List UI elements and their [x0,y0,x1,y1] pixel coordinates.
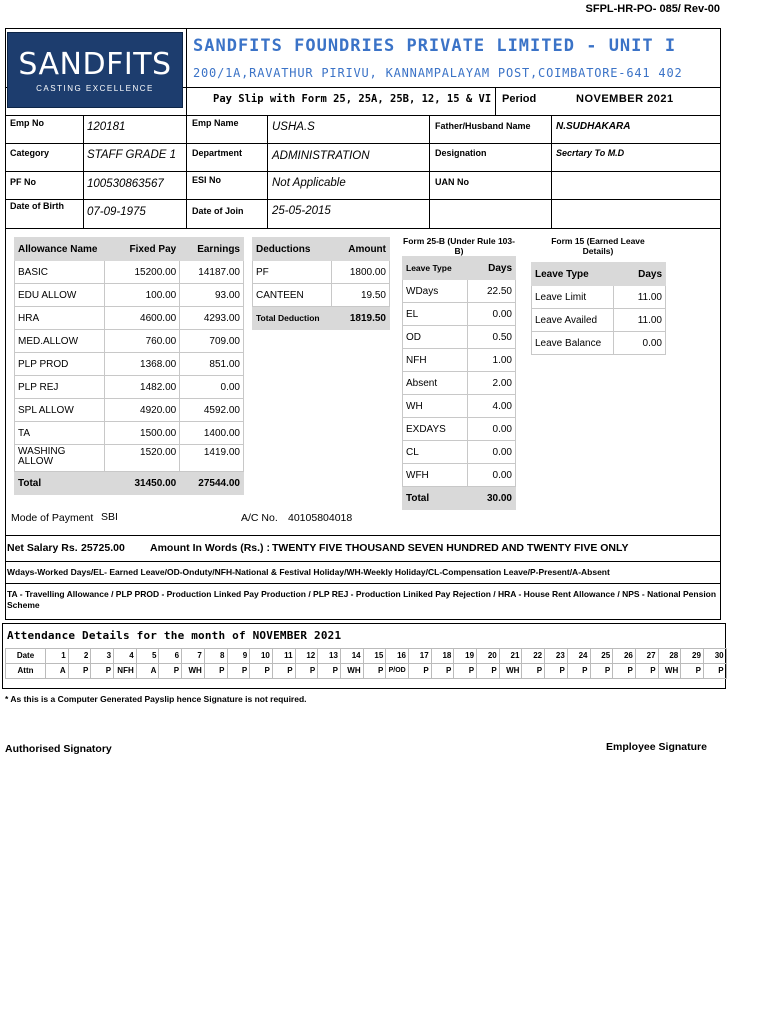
leave-legend: Wdays-Worked Days/EL- Earned Leave/OD-Onduty/NFH-National & Festival Holiday/WH-Weekly Holiday/CL-Compensation Leave/P-Present/A-Absent [7,567,610,577]
table-row [403,395,516,418]
pf-value: 100530863567 [87,178,164,190]
leave-days: 0.00 [468,303,516,326]
attendance-status-cell: P [590,664,613,679]
allowance-legend: TA - Travelling Allowance / PLP PROD - Production Linked Pay Production / PLP REJ - Production Liniked Pay Rejection / HRA - House Rent Allowance / NPS - National Pension Scheme [7,589,717,610]
leave-type: Leave Availed [532,309,614,332]
table-row [532,332,666,355]
attendance-date-row [6,649,727,664]
allowance-name: HRA [15,307,105,330]
table-row [403,326,516,349]
total-deduction-amount: 1819.50 [332,307,390,330]
fixed-pay: 760.00 [104,330,180,353]
designation-label: Designation [435,148,487,158]
attendance-status-row [6,664,727,679]
attendance-date-cell: 11 [272,649,295,664]
attendance-status-cell: WH [658,664,681,679]
account-no-label: A/C No. [241,512,278,524]
fixed-pay: 1482.00 [104,376,180,399]
leave-days: 11.00 [614,286,666,309]
attendance-status-cell: P [68,664,91,679]
period-label: Period [502,93,537,105]
attendance-status-cell: WH [182,664,205,679]
fixed-pay: 1500.00 [104,422,180,445]
deduction-name: CANTEEN [253,284,332,307]
allowance-name: TA [15,422,105,445]
table-row [15,284,244,307]
attendance-status-cell: P [159,664,182,679]
employee-signature: Employee Signature [606,741,707,753]
earnings: 1400.00 [180,422,244,445]
payment-mode-label: Mode of Payment [11,512,94,524]
deduction-amount: 19.50 [332,284,390,307]
leave-days: 0.00 [468,418,516,441]
attendance-date-cell: 13 [318,649,341,664]
logo-tagline: CASTING EXCELLENCE [36,84,154,93]
attendance-date-cell: 16 [386,649,409,664]
leave-days: 11.00 [614,309,666,332]
attendance-status-cell: NFH [114,664,137,679]
leave-type: CL [403,441,468,464]
deductions-table [252,237,390,330]
header-leave-type: Leave Type [532,263,614,286]
attendance-date-cell: 12 [295,649,318,664]
document-reference: SFPL-HR-PO- 085/ Rev-00 [585,3,720,15]
attendance-status-cell: P [703,664,726,679]
table-row [403,441,516,464]
header-leave-type: Leave Type [403,257,468,280]
leave-type: Absent [403,372,468,395]
attendance-date-cell: 10 [250,649,273,664]
allowance-name: EDU ALLOW [15,284,105,307]
table-row [403,349,516,372]
fixed-pay: 1368.00 [104,353,180,376]
allowance-name: WASHING ALLOW [15,445,105,472]
attendance-date-cell: 14 [340,649,363,664]
esi-label: ESI No [192,175,222,185]
earnings: 0.00 [180,376,244,399]
attendance-date-cell: 19 [454,649,477,664]
allowance-name: BASIC [15,261,105,284]
emp-name-label: Emp Name [192,118,239,128]
attendance-status-cell: P [545,664,568,679]
attendance-date-cell: 6 [159,649,182,664]
header-fixed-pay: Fixed Pay [104,238,180,261]
amount-in-words-label: Amount In Words (Rs.) : [150,542,270,554]
allowance-name: PLP PROD [15,353,105,376]
table-row [253,284,390,307]
attendance-date-cell: 20 [477,649,500,664]
attendance-status-cell: A [136,664,159,679]
leave-days: 0.50 [468,326,516,349]
authorised-signatory: Authorised Signatory [5,743,112,755]
attendance-status-cell: P [567,664,590,679]
table-row [15,422,244,445]
header-deductions: Deductions [253,238,332,261]
attendance-status-cell: P [204,664,227,679]
attn-label: Attn [6,664,46,679]
leave-days: 4.00 [468,395,516,418]
uan-label: UAN No [435,177,469,187]
attendance-date-cell: 2 [68,649,91,664]
form25b-table [402,256,516,510]
attendance-table [5,648,727,679]
total-label: Total [15,472,105,495]
total-row [403,487,516,510]
attendance-date-cell: 15 [363,649,386,664]
table-row [532,309,666,332]
attendance-date-cell: 28 [658,649,681,664]
attendance-status-cell: P [635,664,658,679]
total-row [15,472,244,495]
total-days: 30.00 [468,487,516,510]
total-label: Total [403,487,468,510]
table-header-row [403,257,516,280]
attendance-date-cell: 23 [545,649,568,664]
table-header-row [15,238,244,261]
payslip-title: Pay Slip with Form 25, 25A, 25B, 12, 15 & VI [213,93,492,105]
leave-type: EL [403,303,468,326]
payment-mode-value: SBI [101,511,118,523]
table-row [403,372,516,395]
header-amount: Amount [332,238,390,261]
attendance-status-cell: P [681,664,704,679]
category-value: STAFF GRADE 1 [87,149,177,161]
department-label: Department [192,148,243,158]
leave-type: Leave Limit [532,286,614,309]
table-row [15,445,244,472]
category-label: Category [10,148,50,158]
form15-table [531,262,666,355]
attendance-status-cell: P [91,664,114,679]
table-row [403,464,516,487]
table-row [15,376,244,399]
attendance-date-cell: 27 [635,649,658,664]
attendance-date-cell: 18 [431,649,454,664]
attendance-status-cell: P [522,664,545,679]
header-days: Days [468,257,516,280]
attendance-date-cell: 30 [703,649,726,664]
attendance-date-cell: 22 [522,649,545,664]
leave-days: 0.00 [468,441,516,464]
period-value: NOVEMBER 2021 [576,93,674,105]
leave-days: 0.00 [468,464,516,487]
table-row [15,353,244,376]
allowance-name: SPL ALLOW [15,399,105,422]
father-label: Father/Husband Name [435,121,531,131]
leave-days: 2.00 [468,372,516,395]
net-salary-value: 25725.00 [81,542,125,554]
fixed-pay: 4920.00 [104,399,180,422]
attendance-date-cell: 17 [409,649,432,664]
leave-type: WH [403,395,468,418]
attendance-status-cell: P [272,664,295,679]
attendance-date-cell: 3 [91,649,114,664]
allowance-name: MED.ALLOW [15,330,105,353]
dob-label: Date of Birth [10,201,64,211]
attendance-date-cell: 29 [681,649,704,664]
attendance-date-cell: 1 [46,649,69,664]
total-fixed-pay: 31450.00 [104,472,180,495]
earnings: 4592.00 [180,399,244,422]
deduction-amount: 1800.00 [332,261,390,284]
earnings: 851.00 [180,353,244,376]
attendance-status-cell: P/OD [386,664,409,679]
emp-no-label: Emp No [10,118,45,128]
table-row [253,261,390,284]
fixed-pay: 15200.00 [104,261,180,284]
leave-type: EXDAYS [403,418,468,441]
total-row [253,307,390,330]
attendance-date-cell: 8 [204,649,227,664]
attendance-date-cell: 9 [227,649,250,664]
total-deduction-label: Total Deduction [253,307,332,330]
leave-type: Leave Balance [532,332,614,355]
attendance-date-cell: 25 [590,649,613,664]
emp-no-value: 120181 [87,121,126,133]
header-earnings: Earnings [180,238,244,261]
leave-type: OD [403,326,468,349]
earnings: 93.00 [180,284,244,307]
attendance-status-cell: P [250,664,273,679]
total-earnings: 27544.00 [180,472,244,495]
leave-days: 22.50 [468,280,516,303]
emp-name-value: USHA.S [272,121,315,133]
earnings: 709.00 [180,330,244,353]
table-row [403,280,516,303]
dob-value: 07-09-1975 [87,206,146,218]
attendance-title: Attendance Details for the month of NOVEMBER 2021 [7,629,342,642]
company-name: SANDFITS FOUNDRIES PRIVATE LIMITED - UNIT I [193,36,677,56]
attendance-status-cell: P [454,664,477,679]
date-label: Date [6,649,46,664]
company-address: 200/1A,RAVATHUR PIRIVU, KANNAMPALAYAM POST,COIMBATORE-641 402 [193,66,683,80]
table-row [15,307,244,330]
header-allowance-name: Allowance Name [15,238,105,261]
attendance-date-cell: 26 [613,649,636,664]
allowance-table [14,237,244,495]
attendance-status-cell: P [363,664,386,679]
header-days: Days [614,263,666,286]
attendance-status-cell: P [613,664,636,679]
pf-label: PF No [10,177,36,187]
doj-label: Date of Join [192,206,244,216]
attendance-status-cell: P [477,664,500,679]
attendance-status-cell: P [409,664,432,679]
form25b-title: Form 25-B (Under Rule 103-B) [403,236,515,256]
attendance-date-cell: 7 [182,649,205,664]
leave-days: 1.00 [468,349,516,372]
designation-value: Secrtary To M.D [556,148,625,158]
company-logo [7,32,183,108]
net-salary-label: Net Salary Rs. [7,542,78,554]
attendance-status-cell: A [46,664,69,679]
table-row [15,399,244,422]
attendance-status-cell: P [227,664,250,679]
table-row [15,261,244,284]
esi-value: Not Applicable [272,177,346,189]
attendance-status-cell: WH [340,664,363,679]
attendance-date-cell: 24 [567,649,590,664]
attendance-status-cell: WH [499,664,522,679]
table-header-row [532,263,666,286]
father-value: N.SUDHAKARA [556,121,631,132]
attendance-date-cell: 5 [136,649,159,664]
form15-title: Form 15 (Earned Leave Details) [551,236,645,256]
leave-type: WDays [403,280,468,303]
table-row [15,330,244,353]
amount-in-words-value: TWENTY FIVE THOUSAND SEVEN HUNDRED AND TWENTY FIVE ONLY [272,542,629,554]
leave-type: WFH [403,464,468,487]
department-value: ADMINISTRATION [272,150,370,162]
earnings: 4293.00 [180,307,244,330]
attendance-status-cell: P [318,664,341,679]
table-row [532,286,666,309]
fixed-pay: 4600.00 [104,307,180,330]
attendance-status-cell: P [431,664,454,679]
deduction-name: PF [253,261,332,284]
account-no-value: 40105804018 [288,512,353,524]
leave-type: NFH [403,349,468,372]
attendance-status-cell: P [295,664,318,679]
logo-name: SANDFITS [18,47,172,82]
doj-value: 25-05-2015 [272,205,331,217]
attendance-date-cell: 21 [499,649,522,664]
earnings: 1419.00 [180,445,244,472]
fixed-pay: 1520.00 [104,445,180,472]
allowance-name: PLP REJ [15,376,105,399]
table-row [403,418,516,441]
fixed-pay: 100.00 [104,284,180,307]
table-row [403,303,516,326]
earnings: 14187.00 [180,261,244,284]
computer-generated-note: * As this is a Computer Generated Payslip hence Signature is not required. [5,694,307,704]
attendance-date-cell: 4 [114,649,137,664]
leave-days: 0.00 [614,332,666,355]
table-header-row [253,238,390,261]
